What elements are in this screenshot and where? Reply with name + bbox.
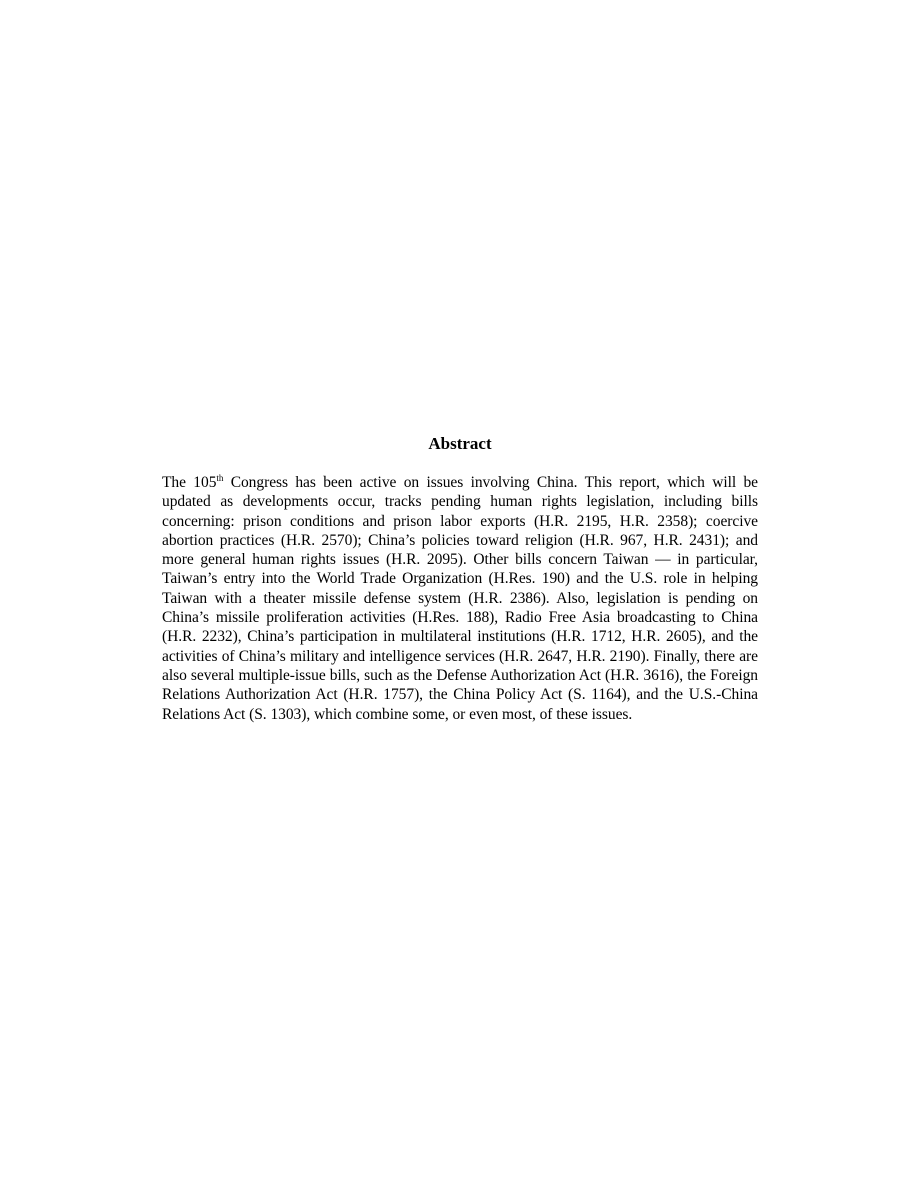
abstract-section [162,434,758,724]
ordinal-superscript: th [216,472,224,483]
abstract-paragraph [162,473,758,724]
abstract-body-prefix: The 105 [162,474,217,491]
abstract-heading: Abstract [428,434,492,453]
abstract-body-text: Congress has been active on issues involving China. This report, which will be updated as developments occur, tracks pending human rights legislation, including bills concerning: prison conditions and prison labor exports (H.R. 2195, H.R. 2358); coercive abortion practices (H.R. 2570); China’s policies toward religion (H.R. 967, H.R. 2431); and more general human rights issues (H.R. 2095). Other bills concern Taiwan — in particular, Taiwan’s entry into the World Trade Organization (H.Res. 190) and the U.S. role in helping Taiwan with a theater missile defense system (H.R. 2386). Also, legislation is pending on China’s missile proliferation activities (H.Res. 188), Radio Free Asia broadcasting to China (H.R. 2232), China’s participation in multilateral institutions (H.R. 1712, H.R. 2605), and the activities of China’s military and intelligence services (H.R. 2647, H.R. 2190). Finally, there are also several multiple-issue bills, such as the Defense Authorization Act (H.R. 3616), the Foreign Relations Authorization Act (H.R. 1757), the China Policy Act (S. 1164), and the U.S.-China Relations Act (S. 1303), which combine some, or even most, of these issues. [162,474,758,723]
